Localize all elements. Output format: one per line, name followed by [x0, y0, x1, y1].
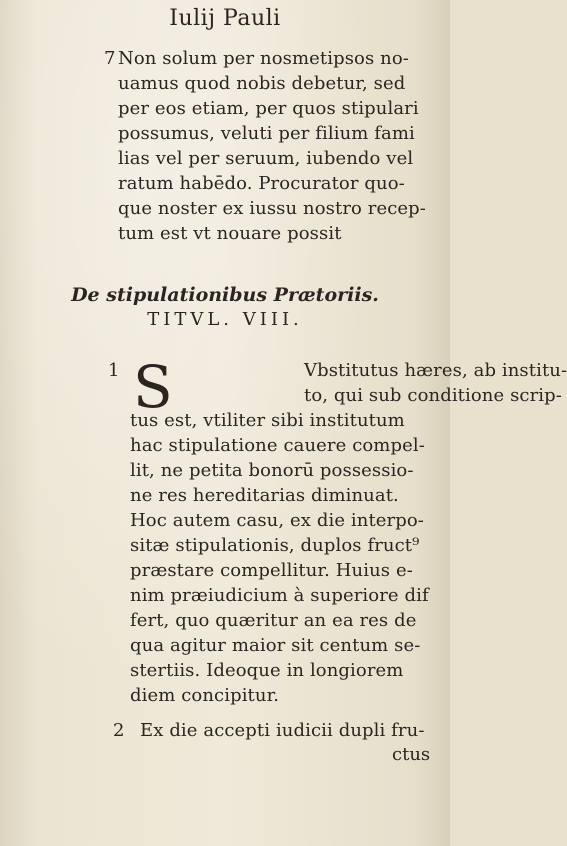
text-line: diem concipitur. — [130, 685, 280, 706]
text-line: tus est, vtiliter sibi institutum — [130, 410, 405, 431]
catchword: ctus — [392, 744, 431, 765]
text-line: Hoc autem casu, ex die interpo- — [130, 510, 424, 531]
section-subtitle: De stipulationibus Prætoriis. — [71, 284, 379, 306]
section-title: TITVL. VIII. — [147, 309, 303, 330]
text-line: ratum habēdo. Procurator quo- — [118, 173, 405, 194]
text-line: stertiis. Ideoque in longiorem — [130, 660, 404, 681]
margin-number: 1 — [108, 360, 120, 381]
text-line: uamus quod nobis debetur, sed — [118, 73, 406, 94]
text-line: to, qui sub conditione scrip- — [304, 385, 562, 406]
text-line: Non solum per nosmetipsos no- — [118, 48, 409, 69]
drop-cap: S — [133, 353, 173, 421]
text-line: Vbstitutus hæres, ab institu- — [304, 360, 567, 381]
margin-number: 2 — [113, 720, 125, 741]
text-line: que noster ex iussu nostro recep- — [118, 198, 426, 219]
text-line: nim præiudicium à superiore dif — [130, 585, 429, 606]
text-line: præstare compellitur. Huius e- — [130, 560, 413, 581]
text-line: tum est vt nouare possit — [118, 223, 342, 244]
text-line: ne res hereditarias diminuat. — [130, 485, 399, 506]
text-line: sitæ stipulationis, duplos fruct⁹ — [130, 535, 420, 556]
running-head: Iulij Pauli — [169, 6, 281, 31]
text-line: lias vel per seruum, iubendo vel — [118, 148, 414, 169]
text-line: per eos etiam, per quos stipulari — [118, 98, 419, 119]
text-line: fert, quo quæritur an ea res de — [130, 610, 417, 631]
text-line: lit, ne petita bonorū possessio- — [130, 460, 414, 481]
text-line: possumus, veluti per filium fami — [118, 123, 415, 144]
text-line: qua agitur maior sit centum se- — [130, 635, 421, 656]
text-line: hac stipulatione cauere compel- — [130, 435, 425, 456]
margin-number: 7 — [104, 48, 116, 69]
text-line: Ex die accepti iudicii dupli fru- — [140, 720, 425, 741]
